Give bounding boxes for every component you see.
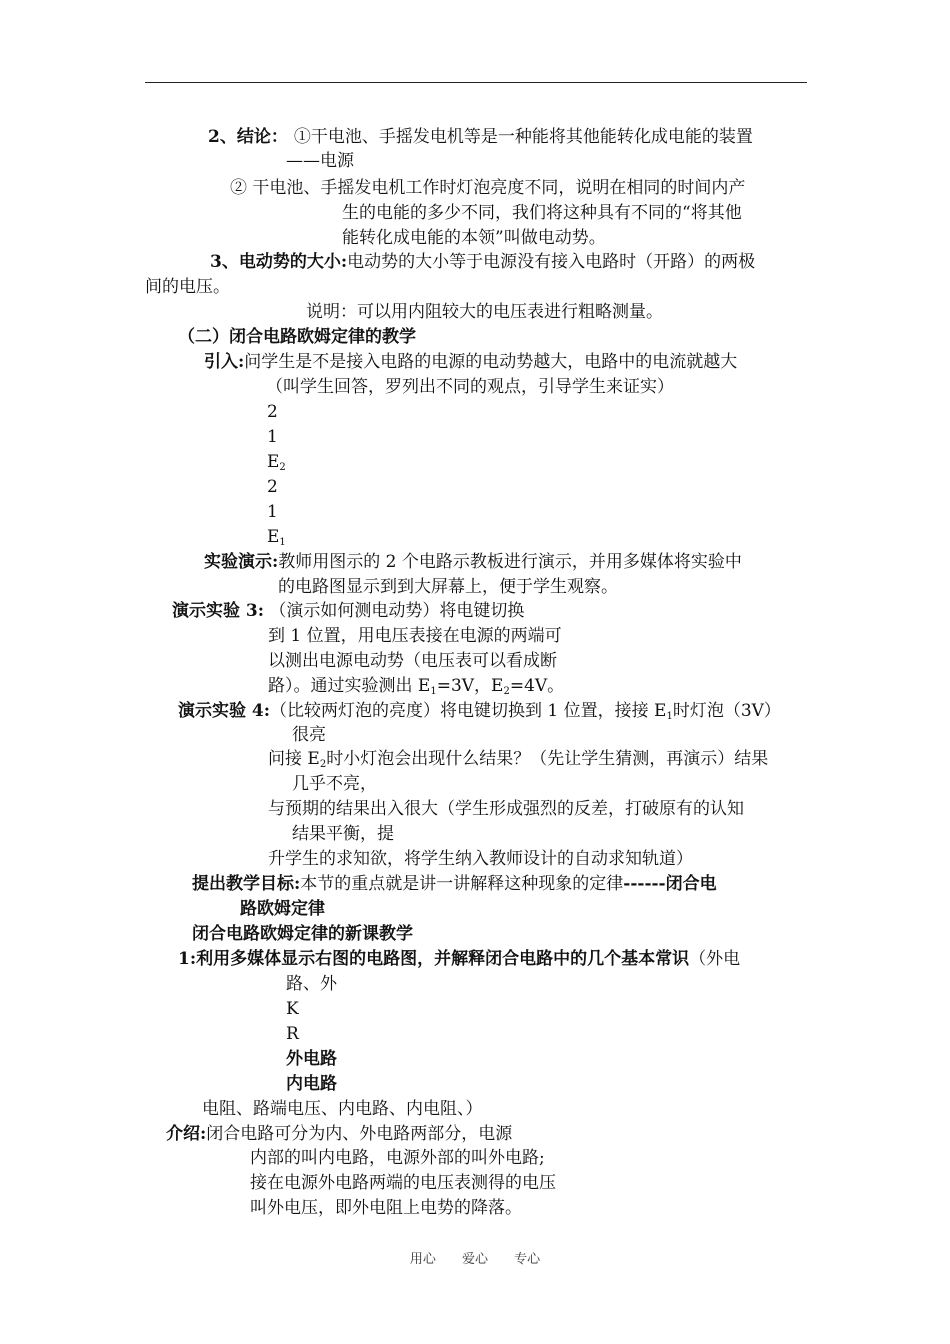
conclusion-item2: 干电池、手摇发电机工作时灯泡亮度不同，说明在相同的时间内产 (247, 178, 746, 198)
conclusion-item2-cont2: 能转化成电能的本领”叫做电动势。 (342, 228, 606, 248)
demo4-cont6: 升学生的求知欲，将学生纳入教师设计的自动求知轨道） (268, 849, 693, 869)
step1-cont: 路、外 (286, 974, 337, 994)
introduce-cont3: 叫外电压，即外电阻上电势的降落。 (250, 1198, 522, 1218)
step1-bold: 1:利用多媒体显示右图的电路图，并解释闭合电路中的几个基本常识 (178, 949, 690, 969)
page-footer: 用心 爱心 专心 (409, 1252, 541, 1267)
demo-label: 实验演示: (204, 552, 279, 572)
intro-line (204, 351, 737, 373)
figure-label-e2: $E_2$ (267, 452, 286, 473)
introduce-cont2: 接在电源外电路两端的电压表测得的电压 (250, 1173, 556, 1193)
demo-text: 教师用图示的 2 个电路示教板进行演示，并用多媒体将实验中 (278, 552, 742, 572)
emf-size-label: 3、电动势的大小: (210, 252, 348, 272)
figure-label-e1: $E_1$ (267, 527, 286, 548)
introduce-line (166, 1123, 512, 1145)
introduce-cont1: 内部的叫内电路，电源外部的叫外电路; (250, 1148, 545, 1168)
figure-label-1a: 1 (267, 427, 278, 447)
introduce-label: 介绍: (166, 1124, 207, 1144)
circled-one-marker: ① (293, 127, 311, 147)
demo4-cont3: 几乎不亮， (292, 774, 377, 794)
figure-label-1b: 1 (267, 502, 278, 522)
circuit-label-inner: 内电路 (286, 1074, 337, 1094)
conclusion-line-1 (208, 126, 753, 148)
conclusion-label: 2、结论： (208, 127, 288, 147)
emf-size-note: 说明：可以用内阻较大的电压表进行粗略测量。 (306, 302, 663, 322)
demo4-cont5: 结果平衡，提 (292, 824, 394, 844)
intro-cont: （叫学生回答，罗列出不同的观点，引导学生来证实） (266, 377, 674, 397)
conclusion-item1: 干电池、手摇发电机等是一种能将其他能转化成电能的装置 (310, 127, 753, 147)
demo3-label: 演示实验 3: (172, 601, 265, 621)
demo4-label: 演示实验 4: (178, 701, 271, 721)
conclusion-line-2 (230, 177, 745, 199)
demo3-cont2: 以测出电源电动势（电压表可以看成断 (268, 651, 557, 671)
goal-bold-tail: 闭合电 (665, 874, 717, 894)
emf-size-line (210, 251, 755, 273)
demo3-cont3: 路）。通过实验测出 $E_1=3V$，$E_2=4V$。 (268, 676, 565, 697)
demo3-line (172, 600, 524, 622)
circuit-label-outer: 外电路 (286, 1049, 337, 1069)
introduce-text: 闭合电路可分为内、外电路两部分，电源 (206, 1124, 513, 1144)
demo4-line: 演示实验 4:（比较两灯泡的亮度）将电键切换到 1 位置，接接 $E_1$时灯泡（3V） (178, 701, 781, 722)
demo-cont: 的电路图显示到到大屏幕上，便于学生观察。 (278, 577, 618, 597)
emf-size-cont: 间的电压。 (145, 277, 230, 297)
step1-line (178, 948, 740, 970)
demo4-cont2: 问接 $E_2$时小灯泡会出现什么结果？（先让学生猜测，再演示）结果 (268, 749, 769, 770)
demo4-cont1: 很亮 (292, 725, 326, 745)
goal-dashes: ------ (623, 874, 666, 894)
goal-line (192, 873, 717, 895)
figure-label-2b: 2 (267, 477, 278, 497)
section2-title: （二）闭合电路欧姆定律的教学 (178, 327, 416, 347)
new-lesson-title: 闭合电路欧姆定律的新课教学 (192, 924, 413, 944)
demo3-text: （演示如何测电动势）将电键切换 (264, 601, 525, 621)
intro-text: 问学生是不是接入电路的电源的电动势越大，电路中的电流就越大 (244, 352, 738, 372)
circuit-label-k: K (286, 999, 299, 1019)
intro-label: 引入: (204, 352, 245, 372)
circuit-label-r: R (286, 1024, 299, 1044)
header-rule (145, 82, 807, 83)
conclusion-item1-cont: ——电源 (286, 151, 354, 171)
emf-size-text: 电动势的大小等于电源没有接入电路时（开路）的两极 (347, 252, 756, 272)
figure-label-2a: 2 (267, 402, 278, 422)
step1-normal: （外电 (689, 949, 741, 969)
demo4-cont4: 与预期的结果出入很大（学生形成强烈的反差，打破原有的认知 (268, 799, 744, 819)
goal-cont: 路欧姆定律 (240, 899, 325, 919)
demo-line (204, 551, 742, 573)
goal-text: 本节的重点就是讲一讲解释这种现象的定律 (300, 874, 624, 894)
conclusion-item2-cont1: 生的电能的多少不同，我们将这种具有不同的“将其他 (342, 203, 742, 223)
demo3-cont1: 到 1 位置，用电压表接在电源的两端可 (268, 626, 562, 646)
terms-line: 电阻、路端电压、内电路、内电阻、） (202, 1099, 483, 1119)
goal-label: 提出教学目标: (192, 874, 301, 894)
circled-two-marker: ② (230, 178, 247, 198)
